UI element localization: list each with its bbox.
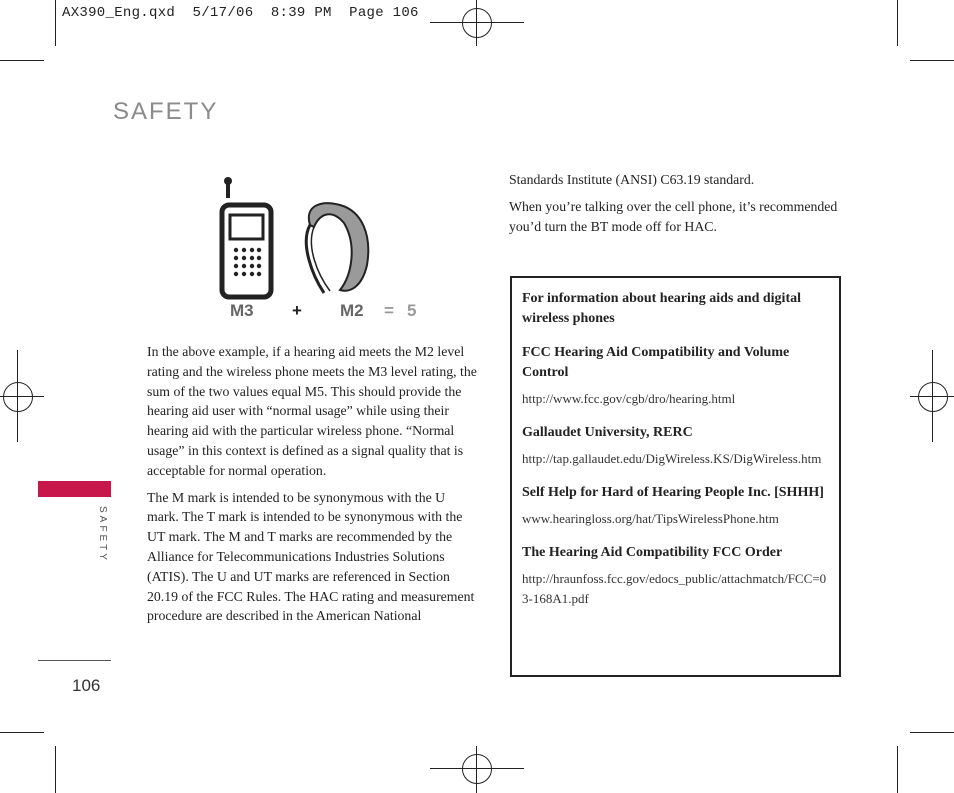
crop-mark (55, 0, 56, 46)
crop-mark (0, 732, 44, 733)
resources-intro: For information about hearing aids and digital wireless phones (522, 291, 802, 326)
page-title: SAFETY (113, 98, 219, 125)
equals-sign: = (384, 301, 394, 320)
right-text-column (509, 170, 839, 243)
body-paragraph: In the above example, if a hearing aid meets the M2 level rating and the wireless phone meets the M3 level rating, the sum of the two values equal M5. This should provide the hearing aid user with “normal usage” while using their hearing aid with the particular wireless phone. “Normal usage” in this context is defined as a signal quality that is acceptable for normal operation. (147, 344, 477, 478)
registration-circle (3, 382, 33, 412)
plus-sign: + (292, 301, 302, 320)
result-rating: 5 (407, 301, 417, 320)
body-text-column (147, 342, 477, 633)
section-tab-bar (38, 481, 111, 497)
resource-link[interactable]: http://hraunfoss.fcc.gov/edocs_public/attachmatch/FCC=03-168A1.pdf (522, 571, 827, 606)
print-slug: AX390_Eng.qxd 5/17/06 8:39 PM Page 106 (62, 5, 419, 21)
resource-link[interactable]: www.hearingloss.org/hat/TipsWirelessPhone.htm (522, 511, 779, 526)
resource-title: The Hearing Aid Compatibility FCC Order (522, 545, 783, 560)
hearing-aid-rating-label: M2 (340, 301, 364, 320)
phone-rating-label: M3 (230, 301, 254, 320)
body-paragraph: The M mark is intended to be synonymous with the U mark. The T mark is intended to be synonymous with the UT mark. The M and T marks are recommended by the Alliance for Telecommunications Industries Solutions (ATIS). The U and UT marks are referenced in Section 20.19 of the FCC Rules. The HAC rating and measurement procedure are described in the American National (147, 489, 475, 624)
resource-link[interactable]: http://tap.gallaudet.edu/DigWireless.KS/DigWireless.htm (522, 451, 822, 466)
crop-mark (910, 732, 954, 733)
registration-circle (462, 8, 492, 38)
hearing-aid-resources-box (510, 276, 841, 677)
crop-mark (897, 0, 898, 46)
section-side-label: SAFETY (97, 506, 108, 563)
crop-mark (910, 60, 954, 61)
resource-title: Self Help for Hard of Hearing People Inc. [SHHH] (522, 485, 824, 500)
registration-circle (918, 382, 948, 412)
crop-mark (0, 60, 44, 61)
phone-and-hearing-aid-illustration (212, 175, 427, 305)
resource-title: Gallaudet University, RERC (522, 425, 693, 440)
crop-mark (897, 746, 898, 793)
hac-rating-figure (212, 175, 427, 325)
resource-title: FCC Hearing Aid Compatibility and Volume Control (522, 345, 790, 380)
cell-phone-icon (222, 177, 271, 297)
resource-link[interactable]: http://www.fcc.gov/cgb/dro/hearing.html (522, 391, 736, 406)
footer-rule (38, 660, 111, 661)
page-number: 106 (72, 676, 101, 695)
hearing-aid-icon (306, 203, 368, 293)
body-paragraph: When you’re talking over the cell phone, it’s recommended you’d turn the BT mode off for HAC. (509, 198, 838, 234)
body-paragraph: Standards Institute (ANSI) C63.19 standard. (509, 172, 755, 187)
registration-circle (462, 754, 492, 784)
crop-mark (55, 746, 56, 793)
